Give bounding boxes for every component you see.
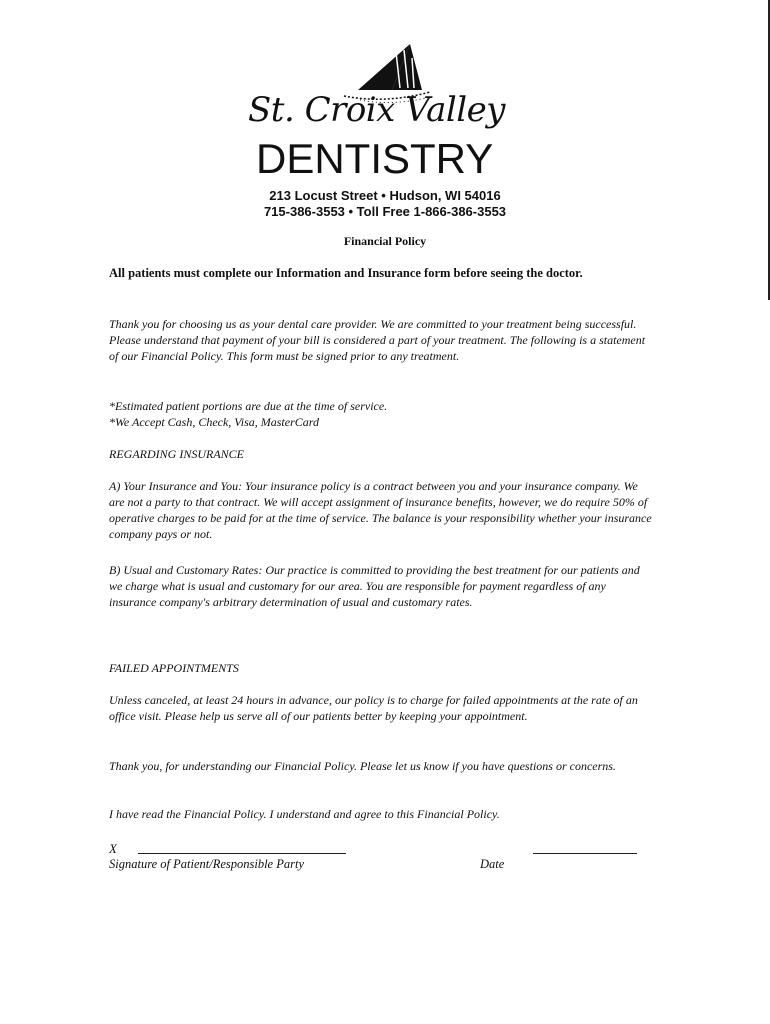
patient-signature-label: Signature of Patient/Responsible Party [109, 857, 304, 871]
payment-methods-bullet: *We Accept Cash, Check, Visa, MasterCard [109, 415, 319, 429]
brand-name: DENTISTRY [256, 135, 494, 182]
thanks-paragraph: Thank you, for understanding our Financial Policy. Please let us know if you have questions or concerns. [109, 759, 616, 773]
payment-due-bullet: *Estimated patient portions are due at the time of service. [109, 399, 388, 413]
failed-appointments-heading: FAILED APPOINTMENTS [109, 661, 239, 675]
page-title: Financial Policy [343, 234, 427, 248]
date-label: Date [480, 857, 505, 871]
insurance-heading: REGARDING INSURANCE [109, 447, 244, 461]
date-signature-line[interactable] [533, 853, 637, 854]
insurance-paragraph-b: B) Usual and Customary Rates: Our practice is committed to providing the best treatment for our patients and we charge what is usual and customary for our area. You are responsible for payment regardless of any insurance company's arbitrary determination of usual and customary rates. [109, 563, 640, 609]
address-line: 213 Locust Street • Hudson, WI 54016 [269, 188, 501, 203]
insurance-paragraph-a: A) Your Insurance and You: Your insurance policy is a contract between you and your insurance company. We are not a party to that contract. We will accept assignment of insurance benefits, however, we do require 50% of operative charges to be paid for at the time of service. The balance is your responsibility whether your insurance company pays or not. [109, 479, 652, 541]
agreement-statement: I have read the Financial Policy. I understand and agree to this Financial Policy. [109, 807, 500, 821]
phone-line: 715-386-3553 • Toll Free 1-866-386-3553 [263, 204, 507, 219]
brand-script-name: St. Croix Valley [248, 90, 505, 130]
signature-x-mark: X [109, 841, 117, 856]
failed-appointments-paragraph: Unless canceled, at least 24 hours in advance, our policy is to charge for failed appointments at the rate of an office visit. Please help us serve all of our patients better by keeping your appointment. [109, 693, 638, 723]
address-block [0, 188, 770, 220]
notice-text: All patients must complete our Information and Insurance form before seeing the doctor. [109, 266, 583, 280]
patient-signature-line[interactable] [138, 853, 346, 854]
intro-paragraph: Thank you for choosing us as your dental care provider. We are committed to your treatment being successful. Please understand that payment of your bill is considered a part of your treatment. The following is a statement of our Financial Policy. This form must be signed prior to any treatment. [109, 317, 646, 363]
